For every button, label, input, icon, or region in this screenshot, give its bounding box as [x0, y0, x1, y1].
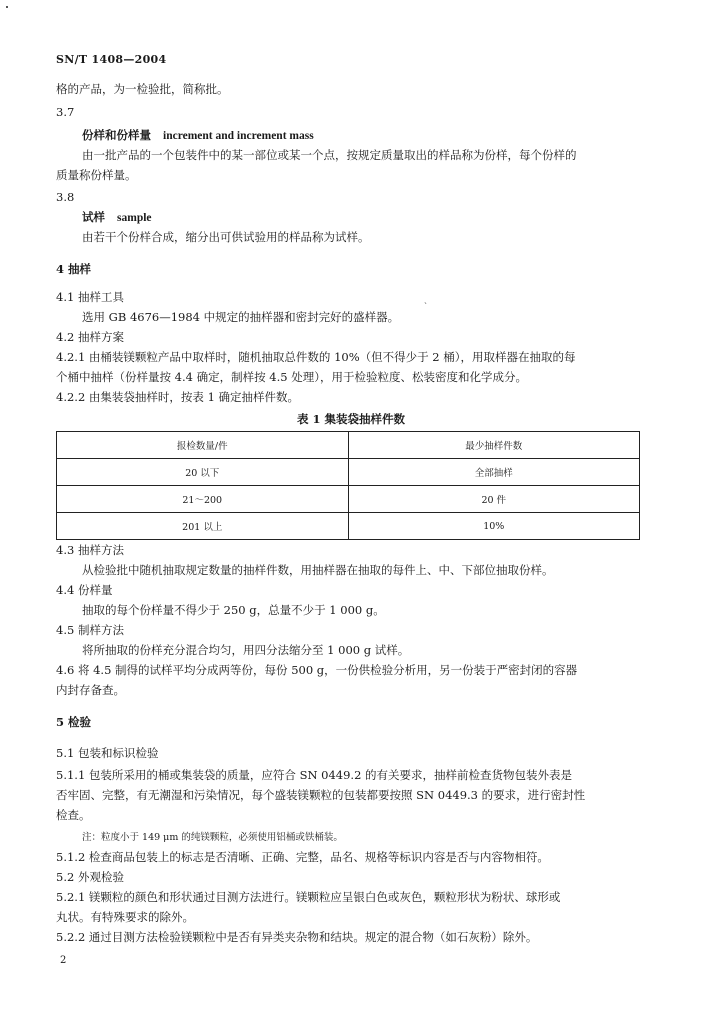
table-cell: 21～200 [57, 486, 349, 513]
note-line: 注：粒度小于 149 μm 的纯镁颗粒，必须使用铝桶或铁桶装。 [82, 832, 343, 843]
paragraph-line: 内封存备查。 [56, 683, 125, 697]
paragraph-line: 由若干个份样合成，缩分出可供试验用的样品称为试样。 [82, 230, 370, 244]
term-increment-cn: 份样和份样量 [82, 128, 151, 142]
table-cell: 20 件 [348, 486, 640, 513]
chapter-heading-4: 4 抽样 [56, 262, 92, 276]
table-cell: 10% [348, 513, 640, 540]
table-cell: 全部抽样 [348, 459, 640, 486]
document-header: SN/T 1408—2004 [56, 53, 167, 66]
term-sample-en: sample [117, 212, 152, 224]
paragraph-line: 4.6 将 4.5 制得的试样平均分成两等份，每份 500 g，一份供检验分析用，另一份装于严密封闭的容器 [56, 663, 578, 677]
section-heading-4-3: 4.3 抽样方法 [56, 543, 124, 557]
section-heading-4-4: 4.4 份样量 [56, 583, 113, 597]
term-sample-cn: 试样 [82, 210, 105, 224]
paragraph-line: 抽取的每个份样量不得少于 250 g，总量不少于 1 000 g。 [82, 603, 385, 617]
paragraph-line: 5.2.1 镁颗粒的颜色和形状通过目测方法进行。镁颗粒应呈银白色或灰色，颗粒形状为粉状、球形或 [56, 890, 561, 904]
paragraph-line: 丸状。有特殊要求的除外。 [56, 910, 194, 924]
paragraph-line: 格的产品，为一检验批，简称批。 [56, 82, 229, 96]
paragraph-line: 检查。 [56, 808, 91, 822]
table-title: 表 1 集装袋抽样件数 [296, 412, 405, 426]
paragraph-line: 4.2.1 由桶装镁颗粒产品中取样时，随机抽取总件数的 10%（但不得少于 2 桶），用取样器在抽取的每 [56, 350, 576, 364]
section-heading-5-1: 5.1 包装和标识检验 [56, 746, 159, 760]
paragraph-line: 质量称份样量。 [56, 168, 137, 182]
table-row [57, 486, 640, 513]
paragraph-line: 选用 GB 4676—1984 中规定的抽样器和密封完好的盛样器。 [82, 310, 400, 324]
table-header-row [57, 432, 640, 459]
section-heading-5-2: 5.2 外观检验 [56, 870, 124, 884]
paragraph-line: 将所抽取的份样充分混合均匀，用四分法缩分至 1 000 g 试样。 [82, 643, 410, 657]
paragraph-line: 4.2.2 由集装袋抽样时，按表 1 确定抽样件数。 [56, 390, 300, 404]
section-heading-4-1: 4.1 抽样工具 [56, 290, 124, 304]
table-row [57, 513, 640, 540]
chapter-heading-5: 5 检验 [56, 715, 92, 729]
section-number-3-8: 3.8 [56, 190, 75, 204]
scan-speck [6, 6, 8, 8]
term-increment-en: increment and increment mass [163, 130, 314, 142]
paragraph-line: 从检验批中随机抽取规定数量的抽样件数，用抽样器在抽取的每件上、中、下部位抽取份样。 [82, 563, 554, 577]
table-cell: 20 以下 [57, 459, 349, 486]
table-cell: 201 以上 [57, 513, 349, 540]
paragraph-line: 5.1.1 包装所采用的桶或集装袋的质量，应符合 SN 0449.2 的有关要求，抽样前检查货物包装外表是 [56, 768, 573, 782]
scan-mark: ˏ [424, 295, 427, 305]
sampling-table [56, 431, 640, 540]
term-sample [82, 210, 152, 226]
paragraph-line: 由一批产品的一个包装件中的某一部位或某一个点，按规定质量取出的样品称为份样，每个份样的 [82, 148, 577, 162]
paragraph-line: 5.2.2 通过目测方法检验镁颗粒中是否有异类夹杂物和结块。规定的混合物（如石灰粉）除外。 [56, 930, 538, 944]
paragraph-line: 个桶中抽样（份样量按 4.4 确定，制样按 4.5 处理），用于检验粒度、松装密度和化学成分。 [56, 370, 527, 384]
table-header-cell: 报检数量/件 [57, 432, 349, 459]
table-row [57, 459, 640, 486]
paragraph-line: 5.1.2 检查商品包装上的标志是否清晰、正确、完整，品名、规格等标识内容是否与内容物相符。 [56, 850, 549, 864]
paragraph-line: 否牢固、完整，有无潮湿和污染情况，每个盛装镁颗粒的包装都要按照 SN 0449.3 的要求，进行密封性 [56, 788, 586, 802]
term-increment [82, 128, 314, 144]
section-heading-4-2: 4.2 抽样方案 [56, 330, 124, 344]
page-number: 2 [60, 955, 67, 966]
section-number-3-7: 3.7 [56, 105, 75, 119]
table-header-cell: 最少抽样件数 [348, 432, 640, 459]
section-heading-4-5: 4.5 制样方法 [56, 623, 124, 637]
